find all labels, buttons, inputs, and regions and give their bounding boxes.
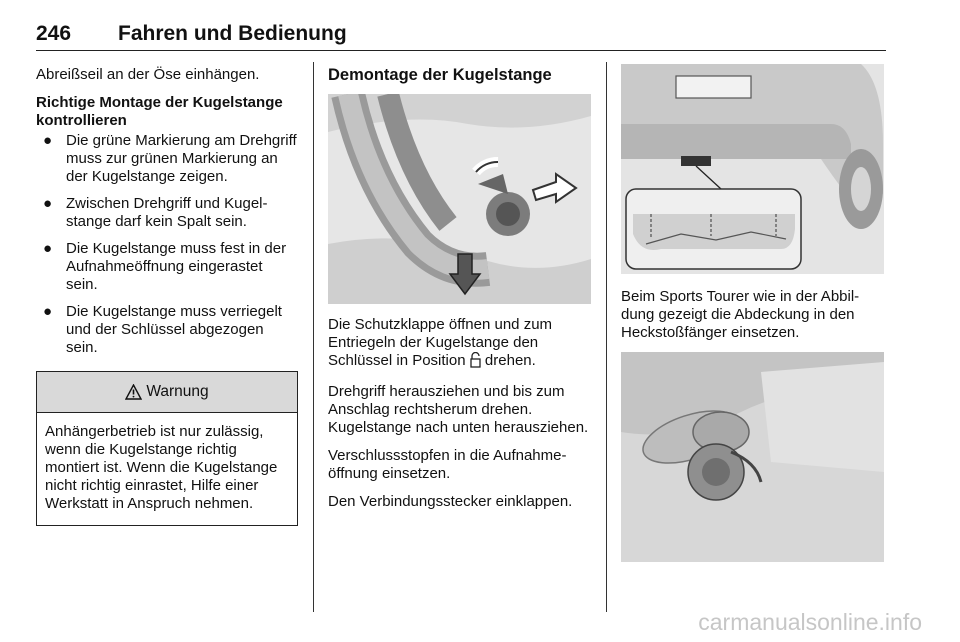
warning-box bbox=[36, 371, 298, 526]
column-divider bbox=[313, 62, 314, 612]
intro-text: Abreißseil an der Öse einhängen. bbox=[36, 66, 260, 83]
caption-text: Beim Sports Tourer wie in der Abbildung gezeigt die Abdeckung in den Heckstoßfänger einsetzen. bbox=[621, 288, 860, 341]
column-left bbox=[36, 66, 298, 526]
bullet-icon: ● bbox=[43, 303, 53, 320]
subheading: Richtige Montage der Kugelstange kontrollieren bbox=[36, 94, 283, 129]
bullet-icon: ● bbox=[43, 195, 53, 212]
instruction-text: Die Schutzklappe öffnen und zum Entriegeln der Kugelstange den Schlüssel in Position drehen. bbox=[328, 316, 593, 373]
list-item: ● Die Kugelstange muss verriegelt und der Schlüssel abgezogen sein. bbox=[43, 303, 282, 356]
warning-text: Anhängerbetrieb ist nur zulässig, wenn die Kugelstange richtig montiert ist. Wenn die Kugelstange nicht richtig einrastet, Hilfe einer Werkstatt in Anspruch nehmen. bbox=[45, 423, 278, 512]
watermark: carmanualsonline.info bbox=[698, 609, 922, 635]
warning-title: Warnung bbox=[146, 383, 209, 400]
section-heading: Demontage der Kugelstange bbox=[328, 66, 552, 84]
check-list bbox=[36, 132, 298, 357]
page-header bbox=[36, 22, 886, 51]
bullet-icon: ● bbox=[43, 240, 53, 257]
warning-icon bbox=[125, 384, 142, 400]
instruction-text: Den Verbindungsstecker einklappen. bbox=[328, 493, 573, 510]
column-right bbox=[621, 66, 886, 562]
bumper-cover-illustration bbox=[621, 64, 884, 274]
instruction-text: Drehgriff herausziehen und bis zum Anschlag rechtsherum drehen. Kugelstange nach unten herausziehen. bbox=[328, 383, 589, 436]
page-title: Fahren und Bedienung bbox=[118, 22, 347, 45]
page-number: 246 bbox=[36, 22, 72, 45]
column-middle bbox=[328, 66, 593, 521]
instruction-text: Verschlussstopfen in die Aufnahmeöffnung einsetzen. bbox=[328, 447, 567, 482]
list-item: ● Die Kugelstange muss fest in der Aufnahmeöffnung eingerastet sein. bbox=[43, 240, 287, 293]
key-position-icon bbox=[470, 352, 481, 373]
warning-header bbox=[37, 372, 297, 413]
connector-illustration bbox=[621, 352, 884, 562]
column-divider bbox=[606, 62, 607, 612]
towbar-removal-illustration bbox=[328, 94, 591, 304]
bullet-icon: ● bbox=[43, 132, 53, 149]
list-item: ● Die grüne Markierung am Drehgriff muss zur grünen Markierung an der Kugelstange zeigen. bbox=[43, 132, 297, 185]
list-item: ● Zwischen Drehgriff und Kugelstange darf kein Spalt sein. bbox=[43, 195, 268, 230]
